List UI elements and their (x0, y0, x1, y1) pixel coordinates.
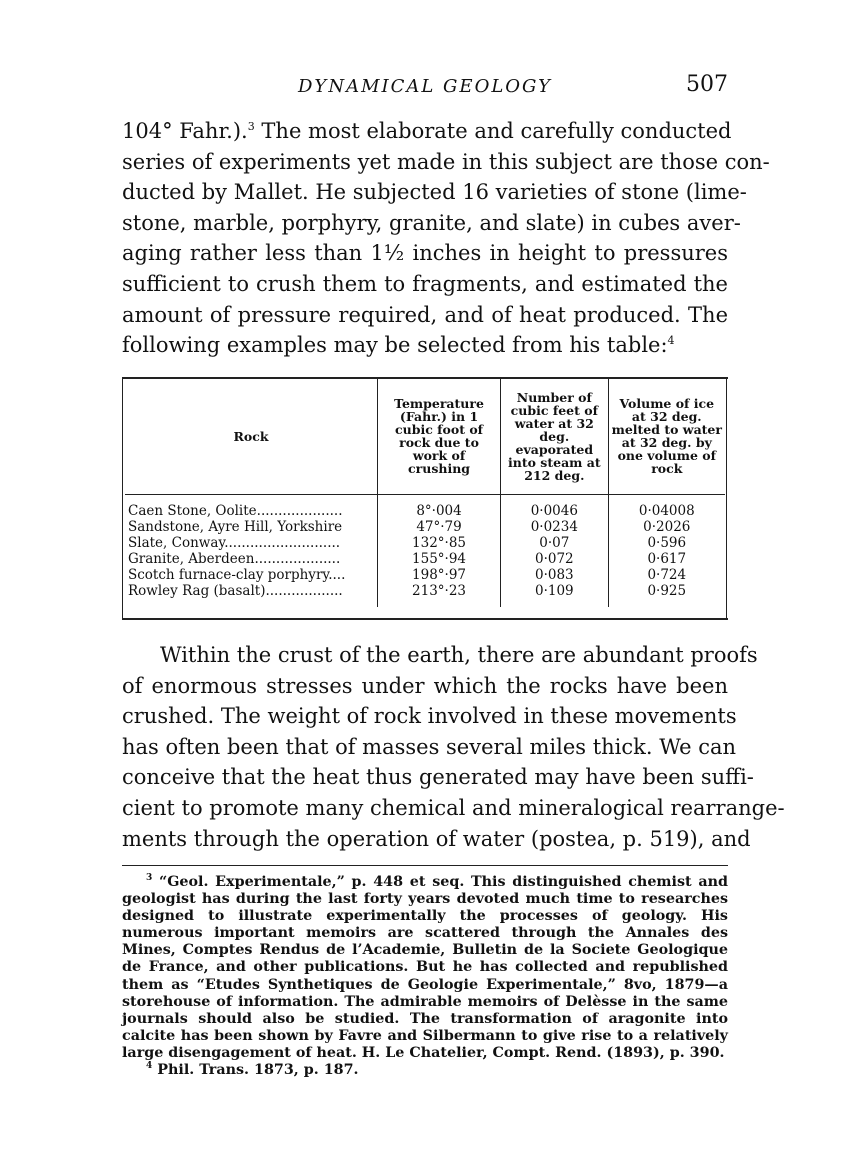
cell-temperature: 47°·79 (378, 519, 501, 535)
page-number: 507 (686, 72, 728, 97)
paragraph-2-line-6: cient to promote many chemical and mineralogical rearrange- (122, 795, 785, 820)
footnote-3 (122, 874, 728, 1062)
paragraph-1-line-3: ducted by Mallet. He subjected 16 varieties of stone (lime- (122, 180, 747, 205)
cell-ice-volume: 0·04008 (608, 495, 725, 520)
cell-ice-volume: 0·724 (608, 567, 725, 583)
paragraph-1-line-5: aging rather less than 1½ inches in height to pressures (122, 241, 728, 266)
table-row (125, 551, 725, 567)
cell-cubic-feet: 0·07 (501, 535, 609, 551)
cell-rock: Slate, Conway........................... (128, 534, 341, 551)
paragraph-1 (122, 116, 770, 361)
cell-cubic-feet: 0·0234 (501, 519, 609, 535)
data-table-wrapper (125, 378, 725, 607)
cell-ice-volume: 0·596 (608, 535, 725, 551)
header-ice-volume: Volume of ice at 32 deg. melted to water at 32 deg. by one volume of rock (608, 378, 725, 495)
cell-ice-volume: 0·2026 (608, 519, 725, 535)
table-row (125, 583, 725, 607)
footnote-rule (122, 865, 728, 866)
paragraph-2 (122, 640, 785, 854)
header-rock: Rock (125, 378, 378, 495)
table-left-border (122, 377, 123, 620)
line-1-start: 104° Fahr.). (122, 119, 248, 143)
paragraph-1-line-2: series of experiments yet made in this subject are those con- (122, 149, 770, 174)
table-right-border (726, 377, 727, 620)
header-temperature: Temperature (Fahr.) in 1 cubic foot of rock due to work of crushing (378, 378, 501, 495)
cell-temperature: 213°·23 (378, 583, 501, 607)
paragraph-1-line-4: stone, marble, porphyry, granite, and slate) in cubes aver- (122, 210, 741, 235)
footnote-3-text: “Geol. Experimentale,” p. 448 et seq. This distinguished chemist and geologist has during the last forty years devoted much time to researches designed to illustrate experimentally the processes of geology. His numerous important memoirs are scattered through the Annales des Mines, Comptes Rendus de l’Academie, Bulletin de la Societe Geologique de France, and other publications. But he has collected and republished them as “Etudes Synthetiques de Geologie Experimentale,” 8vo, 1879—a storehouse of information. The admirable memoirs of Delèsse in the same journals should also be studied. The transformation of aragonite into calcite has been shown by Favre and Silbermann to give rise to a relatively large disengagement of heat. H. Le Chatelier, Compt. Rend. (1893), p. 390. (122, 874, 728, 1061)
paragraph-2-line-5: conceive that the heat thus generated may have been suffi- (122, 765, 754, 790)
paragraph-2-line-2: of enormous stresses under which the rocks have been (122, 673, 728, 698)
table-row (125, 495, 725, 520)
paragraph-1-line-1 (122, 116, 732, 147)
footnotes (122, 874, 728, 1079)
cell-temperature: 155°·94 (378, 551, 501, 567)
cell-cubic-feet: 0·0046 (501, 495, 609, 520)
cell-cubic-feet: 0·072 (501, 551, 609, 567)
table-row (125, 535, 725, 551)
footnote-ref-4: 4 (667, 334, 675, 348)
line-1-rest: The most elaborate and carefully conducted (254, 119, 732, 143)
table-row (125, 519, 725, 535)
cell-rock: Granite, Aberdeen.................... (128, 550, 341, 567)
paragraph-2-line-7: ments through the operation of water (postea, p. 519), and (122, 826, 751, 851)
cell-rock: Scotch furnace-clay porphyry.... (128, 566, 346, 583)
cell-ice-volume: 0·617 (608, 551, 725, 567)
footnote-4-marker: 4 (146, 1061, 153, 1072)
cell-temperature: 132°·85 (378, 535, 501, 551)
cell-rock: Sandstone, Ayre Hill, Yorkshire (128, 518, 343, 535)
paragraph-2-line-3: crushed. The weight of rock involved in these movements (122, 704, 737, 729)
paragraph-1-line-7: amount of pressure required, and of heat produced. The (122, 302, 728, 327)
paragraph-2-line-1: Within the crust of the earth, there are abundant proofs (160, 643, 758, 667)
page-header (122, 72, 728, 100)
table-header-row (125, 378, 725, 495)
data-table (125, 378, 725, 607)
running-head: DYNAMICAL GEOLOGY (298, 76, 552, 97)
footnote-4 (122, 1062, 728, 1079)
paragraph-1-line-8 (122, 330, 728, 361)
footnote-ref-3: 3 (247, 120, 255, 133)
line-8-text: following examples may be selected from his table: (122, 333, 668, 358)
footnote-3-marker: 3 (146, 873, 153, 884)
table-bottom-rule (122, 618, 728, 620)
cell-ice-volume: 0·925 (608, 583, 725, 607)
cell-rock: Rowley Rag (basalt).................. (128, 582, 343, 599)
footnote-4-text: Phil. Trans. 1873, p. 187. (152, 1062, 359, 1079)
cell-cubic-feet: 0·083 (501, 567, 609, 583)
cell-temperature: 198°·97 (378, 567, 501, 583)
cell-rock: Caen Stone, Oolite.................... (128, 502, 343, 519)
table-row (125, 567, 725, 583)
paragraph-2-line-4: has often been that of masses several miles thick. We can (122, 734, 737, 759)
cell-cubic-feet: 0·109 (501, 583, 609, 607)
cell-temperature: 8°·004 (378, 495, 501, 520)
header-cubic-feet: Number of cubic feet of water at 32 deg. evaporated into steam at 212 deg. (501, 378, 609, 495)
paragraph-1-line-6: sufficient to crush them to fragments, and estimated the (122, 271, 728, 296)
